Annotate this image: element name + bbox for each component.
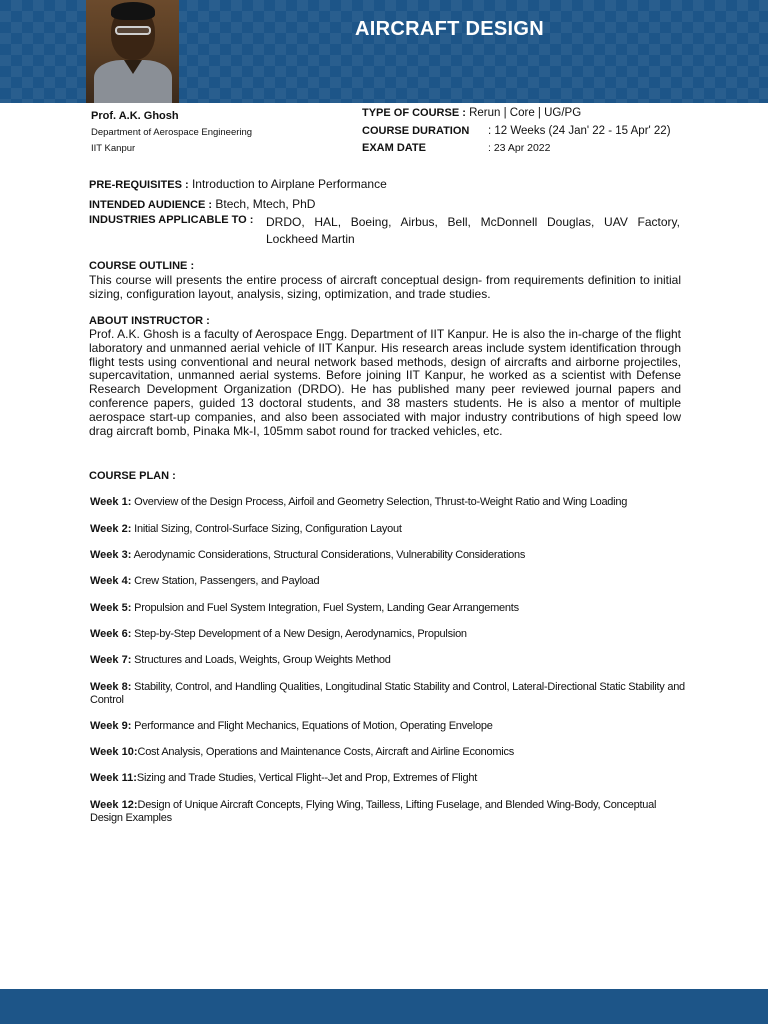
prerequisites: [89, 177, 387, 191]
week-label: Week 5:: [90, 602, 132, 614]
week-8: [90, 681, 690, 707]
week-label: Week 9:: [90, 720, 132, 732]
week-topics: Stability, Control, and Handling Qualities, Longitudinal Static Stability and Control, Lateral-Directional Static Stability and Control: [90, 681, 685, 706]
week-12: [90, 799, 690, 825]
week-topics: Structures and Loads, Weights, Group Weights Method: [131, 654, 391, 666]
week-10: [90, 746, 690, 759]
week-label: Week 10:: [90, 746, 138, 758]
exam-date-row: [362, 142, 581, 160]
intended-audience-label: INTENDED AUDIENCE :: [89, 199, 213, 211]
week-2: [90, 523, 690, 536]
header-banner: [0, 0, 768, 103]
about-instructor-text: Prof. A.K. Ghosh is a faculty of Aerospace Engg. Department of IIT Kanpur. He is also the in-charge of the flight laboratory and unmanned aerial vehicle of IIT Kanpur. His research areas include system identification through flight tests using conventional and neural network based methods, design of aircrafts and airborne projectiles, supercavitation, unmanned aerial systems. Before joining IIT Kanpur, he worked as a scientist with Defense Research Development Organization (DRDO). He has published many peer reviewed journal papers and conference papers, guided 13 doctoral students, and 38 masters students. He is also a mentor of multiple aerospace start-up companies, and also been associated with major industry contributions of high speed low drag aircraft bomb, Pinaka Mk-I, 105mm sabot round for tracked vehicles, etc.: [89, 327, 681, 438]
week-topics: Initial Sizing, Control-Surface Sizing, Configuration Layout: [131, 523, 402, 535]
week-6: [90, 628, 690, 641]
course-type-value: Rerun | Core | UG/PG: [469, 107, 582, 119]
week-7: [90, 654, 690, 667]
week-4: [90, 575, 690, 588]
industries-value: DRDO, HAL, Boeing, Airbus, Bell, McDonnell Douglas, UAV Factory, Lockheed Martin: [266, 215, 680, 246]
instructor-photo: [86, 0, 179, 103]
week-label: Week 7:: [90, 654, 132, 666]
course-type-row: [362, 107, 581, 125]
week-11: [90, 772, 690, 785]
week-9: [90, 720, 690, 733]
week-topics: Cost Analysis, Operations and Maintenance Costs, Aircraft and Airline Economics: [137, 746, 514, 758]
week-label: Week 2:: [90, 523, 132, 535]
week-topics: Design of Unique Aircraft Concepts, Flying Wing, Tailless, Lifting Fuselage, and Blended Wing-Body, Conceptual Design Examples: [90, 799, 657, 824]
week-topics: Step-by-Step Development of a New Design, Aerodynamics, Propulsion: [131, 628, 467, 640]
course-duration-row: [362, 124, 671, 143]
prerequisites-value: Introduction to Airplane Performance: [191, 177, 387, 191]
course-duration-label: COURSE DURATION: [362, 124, 470, 137]
week-topics: Propulsion and Fuel System Integration, Fuel System, Landing Gear Arrangements: [131, 602, 519, 614]
page-title: AIRCRAFT DESIGN: [355, 18, 544, 40]
week-label: Week 1:: [90, 496, 132, 508]
course-plan-heading: COURSE PLAN :: [89, 470, 176, 482]
week-topics: Overview of the Design Process, Airfoil and Geometry Selection, Thrust-to-Weight Ratio and Wing Loading: [131, 496, 628, 508]
course-duration-value: : 12 Weeks (24 Jan' 22 - 15 Apr' 22): [488, 124, 671, 137]
week-5: [90, 602, 690, 615]
intended-audience: [89, 197, 315, 211]
instructor-info: [91, 110, 252, 154]
instructor-institute: IIT Kanpur: [91, 143, 136, 154]
footer-bar: [0, 989, 768, 1024]
week-topics: Sizing and Trade Studies, Vertical Flight--Jet and Prop, Extremes of Flight: [136, 772, 478, 784]
course-info: [362, 107, 671, 160]
about-instructor-heading: ABOUT INSTRUCTOR :: [89, 315, 210, 327]
week-label: Week 11:: [90, 772, 137, 784]
week-label: Week 12:: [90, 799, 138, 811]
week-3: [90, 549, 690, 562]
week-topics: Performance and Flight Mechanics, Equations of Motion, Operating Envelope: [131, 720, 493, 732]
week-label: Week 6:: [90, 628, 132, 640]
week-topics: Aerodynamic Considerations, Structural Considerations, Vulnerability Considerations: [131, 549, 526, 561]
course-outline-heading: COURSE OUTLINE :: [89, 260, 195, 272]
industries-label: INDUSTRIES APPLICABLE TO :: [89, 214, 254, 226]
prerequisites-label: PRE-REQUISITES :: [89, 179, 189, 191]
week-label: Week 3:: [90, 549, 132, 561]
course-type-label: TYPE OF COURSE :: [362, 107, 466, 119]
intended-audience-value: Btech, Mtech, PhD: [215, 197, 316, 211]
week-label: Week 8:: [90, 681, 132, 693]
instructor-name: Prof. A.K. Ghosh: [91, 110, 179, 122]
instructor-department: Department of Aerospace Engineering: [91, 127, 253, 138]
week-1: [90, 496, 690, 509]
week-label: Week 4:: [90, 575, 132, 587]
week-topics: Crew Station, Passengers, and Payload: [131, 575, 320, 587]
course-outline-text: This course will presents the entire process of aircraft conceptual design- from requirements definition to initial sizing, configuration layout, analysis, sizing, optimization, and trade studies.: [89, 273, 681, 301]
exam-date-label: EXAM DATE: [362, 142, 426, 154]
exam-date-value: : 23 Apr 2022: [488, 142, 551, 154]
